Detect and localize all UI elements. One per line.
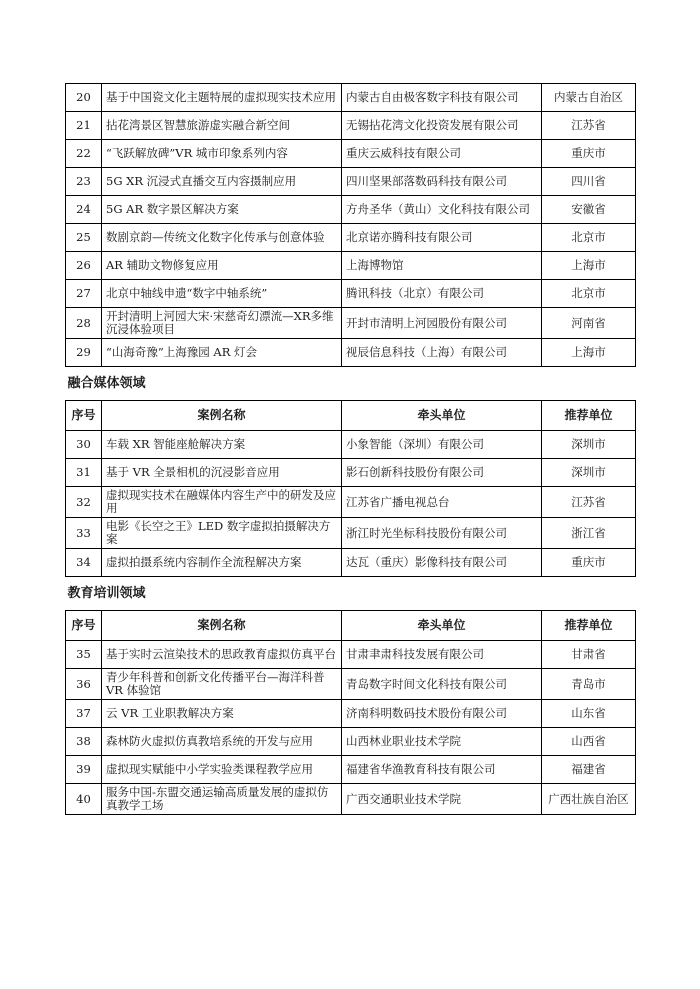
table-row [66, 140, 636, 168]
lead-unit: 山西林业职业技术学院 [342, 728, 542, 756]
row-number: 33 [66, 518, 102, 549]
recommending-unit: 青岛市 [542, 669, 636, 700]
recommending-unit: 山西省 [542, 728, 636, 756]
lead-unit: 青岛数字时间文化科技有限公司 [342, 669, 542, 700]
recommending-unit: 甘肃省 [542, 641, 636, 669]
row-number: 38 [66, 728, 102, 756]
row-number: 30 [66, 431, 102, 459]
section-heading-row [66, 577, 636, 611]
case-name: AR 辅助文物修复应用 [102, 252, 342, 280]
table-row [66, 224, 636, 252]
recommending-unit: 深圳市 [542, 431, 636, 459]
table-header-row [66, 611, 636, 641]
case-name: 云 VR 工业职教解决方案 [102, 700, 342, 728]
table-row [66, 459, 636, 487]
case-name: 电影《长空之王》LED 数字虚拟拍摄解决方案 [102, 518, 342, 549]
recommending-unit: 江苏省 [542, 112, 636, 140]
recommending-unit: 重庆市 [542, 140, 636, 168]
header-lead-unit: 牵头单位 [342, 611, 542, 641]
lead-unit: 内蒙古自由极客数字科技有限公司 [342, 84, 542, 112]
case-name: 5G XR 沉浸式直播交互内容摄制应用 [102, 168, 342, 196]
row-number: 39 [66, 756, 102, 784]
case-name: 开封清明上河园大宋·宋慈奇幻漂流—XR多维沉浸体验项目 [102, 308, 342, 339]
recommending-unit: 上海市 [542, 339, 636, 367]
header-lead-unit: 牵头单位 [342, 401, 542, 431]
lead-unit: 福建省华渔教育科技有限公司 [342, 756, 542, 784]
lead-unit: 江苏省广播电视总台 [342, 487, 542, 518]
header-recommending-unit: 推荐单位 [542, 611, 636, 641]
header-no: 序号 [66, 611, 102, 641]
lead-unit: 腾讯科技（北京）有限公司 [342, 280, 542, 308]
case-name: 北京中轴线申遗“数字中轴系统” [102, 280, 342, 308]
lead-unit: 北京诺亦腾科技有限公司 [342, 224, 542, 252]
row-number: 28 [66, 308, 102, 339]
lead-unit: 方舟圣华（黄山）文化科技有限公司 [342, 196, 542, 224]
row-number: 22 [66, 140, 102, 168]
header-no: 序号 [66, 401, 102, 431]
row-number: 34 [66, 549, 102, 577]
case-name: 车载 XR 智能座舱解决方案 [102, 431, 342, 459]
table-row [66, 549, 636, 577]
table-row [66, 487, 636, 518]
recommending-unit: 深圳市 [542, 459, 636, 487]
table-row [66, 518, 636, 549]
header-case-name: 案例名称 [102, 611, 342, 641]
table-row [66, 112, 636, 140]
table-row [66, 431, 636, 459]
row-number: 40 [66, 784, 102, 815]
case-name: 虚拟现实赋能中小学实验类课程教学应用 [102, 756, 342, 784]
table-row [66, 784, 636, 815]
row-number: 37 [66, 700, 102, 728]
case-name: 森林防火虚拟仿真教培系统的开发与应用 [102, 728, 342, 756]
case-table [65, 83, 636, 815]
lead-unit: 达瓦（重庆）影像科技有限公司 [342, 549, 542, 577]
row-number: 27 [66, 280, 102, 308]
case-name: 基于实时云渲染技术的思政教育虚拟仿真平台 [102, 641, 342, 669]
row-number: 23 [66, 168, 102, 196]
lead-unit: 浙江时光坐标科技股份有限公司 [342, 518, 542, 549]
recommending-unit: 福建省 [542, 756, 636, 784]
recommending-unit: 浙江省 [542, 518, 636, 549]
section-title: 教育培训领域 [66, 577, 636, 611]
case-name: “飞跃解放碑”VR 城市印象系列内容 [102, 140, 342, 168]
recommending-unit: 北京市 [542, 280, 636, 308]
recommending-unit: 河南省 [542, 308, 636, 339]
case-name: 青少年科普和创新文化传播平台—海洋科普 VR 体验馆 [102, 669, 342, 700]
row-number: 21 [66, 112, 102, 140]
table-row [66, 84, 636, 112]
table-row [66, 280, 636, 308]
case-name: 基于中国瓷文化主题特展的虚拟现实技术应用 [102, 84, 342, 112]
case-name: 基于 VR 全景相机的沉浸影音应用 [102, 459, 342, 487]
lead-unit: 上海博物馆 [342, 252, 542, 280]
table-row [66, 252, 636, 280]
recommending-unit: 安徽省 [542, 196, 636, 224]
lead-unit: 广西交通职业技术学院 [342, 784, 542, 815]
row-number: 31 [66, 459, 102, 487]
recommending-unit: 四川省 [542, 168, 636, 196]
row-number: 36 [66, 669, 102, 700]
row-number: 29 [66, 339, 102, 367]
row-number: 20 [66, 84, 102, 112]
lead-unit: 视辰信息科技（上海）有限公司 [342, 339, 542, 367]
table-header-row [66, 401, 636, 431]
recommending-unit: 上海市 [542, 252, 636, 280]
header-recommending-unit: 推荐单位 [542, 401, 636, 431]
table-row [66, 728, 636, 756]
recommending-unit: 重庆市 [542, 549, 636, 577]
lead-unit: 无锡拈花湾文化投资发展有限公司 [342, 112, 542, 140]
row-number: 25 [66, 224, 102, 252]
case-name: 虚拟拍摄系统内容制作全流程解决方案 [102, 549, 342, 577]
lead-unit: 开封市清明上河园股份有限公司 [342, 308, 542, 339]
case-name: “山海奇豫”上海豫园 AR 灯会 [102, 339, 342, 367]
case-name: 服务中国-东盟交通运输高质量发展的虚拟仿真教学工场 [102, 784, 342, 815]
lead-unit: 小象智能（深圳）有限公司 [342, 431, 542, 459]
table-row [66, 308, 636, 339]
case-name: 虚拟现实技术在融媒体内容生产中的研发及应用 [102, 487, 342, 518]
lead-unit: 甘肃聿肃科技发展有限公司 [342, 641, 542, 669]
case-name: 数剧京韵—传统文化数字化传承与创意体验 [102, 224, 342, 252]
table-row [66, 641, 636, 669]
table-row [66, 669, 636, 700]
case-name: 拈花湾景区智慧旅游虚实融合新空间 [102, 112, 342, 140]
recommending-unit: 北京市 [542, 224, 636, 252]
lead-unit: 影石创新科技股份有限公司 [342, 459, 542, 487]
header-case-name: 案例名称 [102, 401, 342, 431]
table-row [66, 756, 636, 784]
row-number: 32 [66, 487, 102, 518]
table-row [66, 196, 636, 224]
row-number: 26 [66, 252, 102, 280]
recommending-unit: 江苏省 [542, 487, 636, 518]
table-row [66, 339, 636, 367]
table-row [66, 168, 636, 196]
lead-unit: 四川坚果部落数码科技有限公司 [342, 168, 542, 196]
lead-unit: 重庆云威科技有限公司 [342, 140, 542, 168]
document-page [65, 83, 635, 815]
row-number: 35 [66, 641, 102, 669]
recommending-unit: 广西壮族自治区 [542, 784, 636, 815]
section-heading-row [66, 367, 636, 401]
recommending-unit: 内蒙古自治区 [542, 84, 636, 112]
recommending-unit: 山东省 [542, 700, 636, 728]
lead-unit: 济南科明数码技术股份有限公司 [342, 700, 542, 728]
case-name: 5G AR 数字景区解决方案 [102, 196, 342, 224]
row-number: 24 [66, 196, 102, 224]
table-row [66, 700, 636, 728]
section-title: 融合媒体领域 [66, 367, 636, 401]
